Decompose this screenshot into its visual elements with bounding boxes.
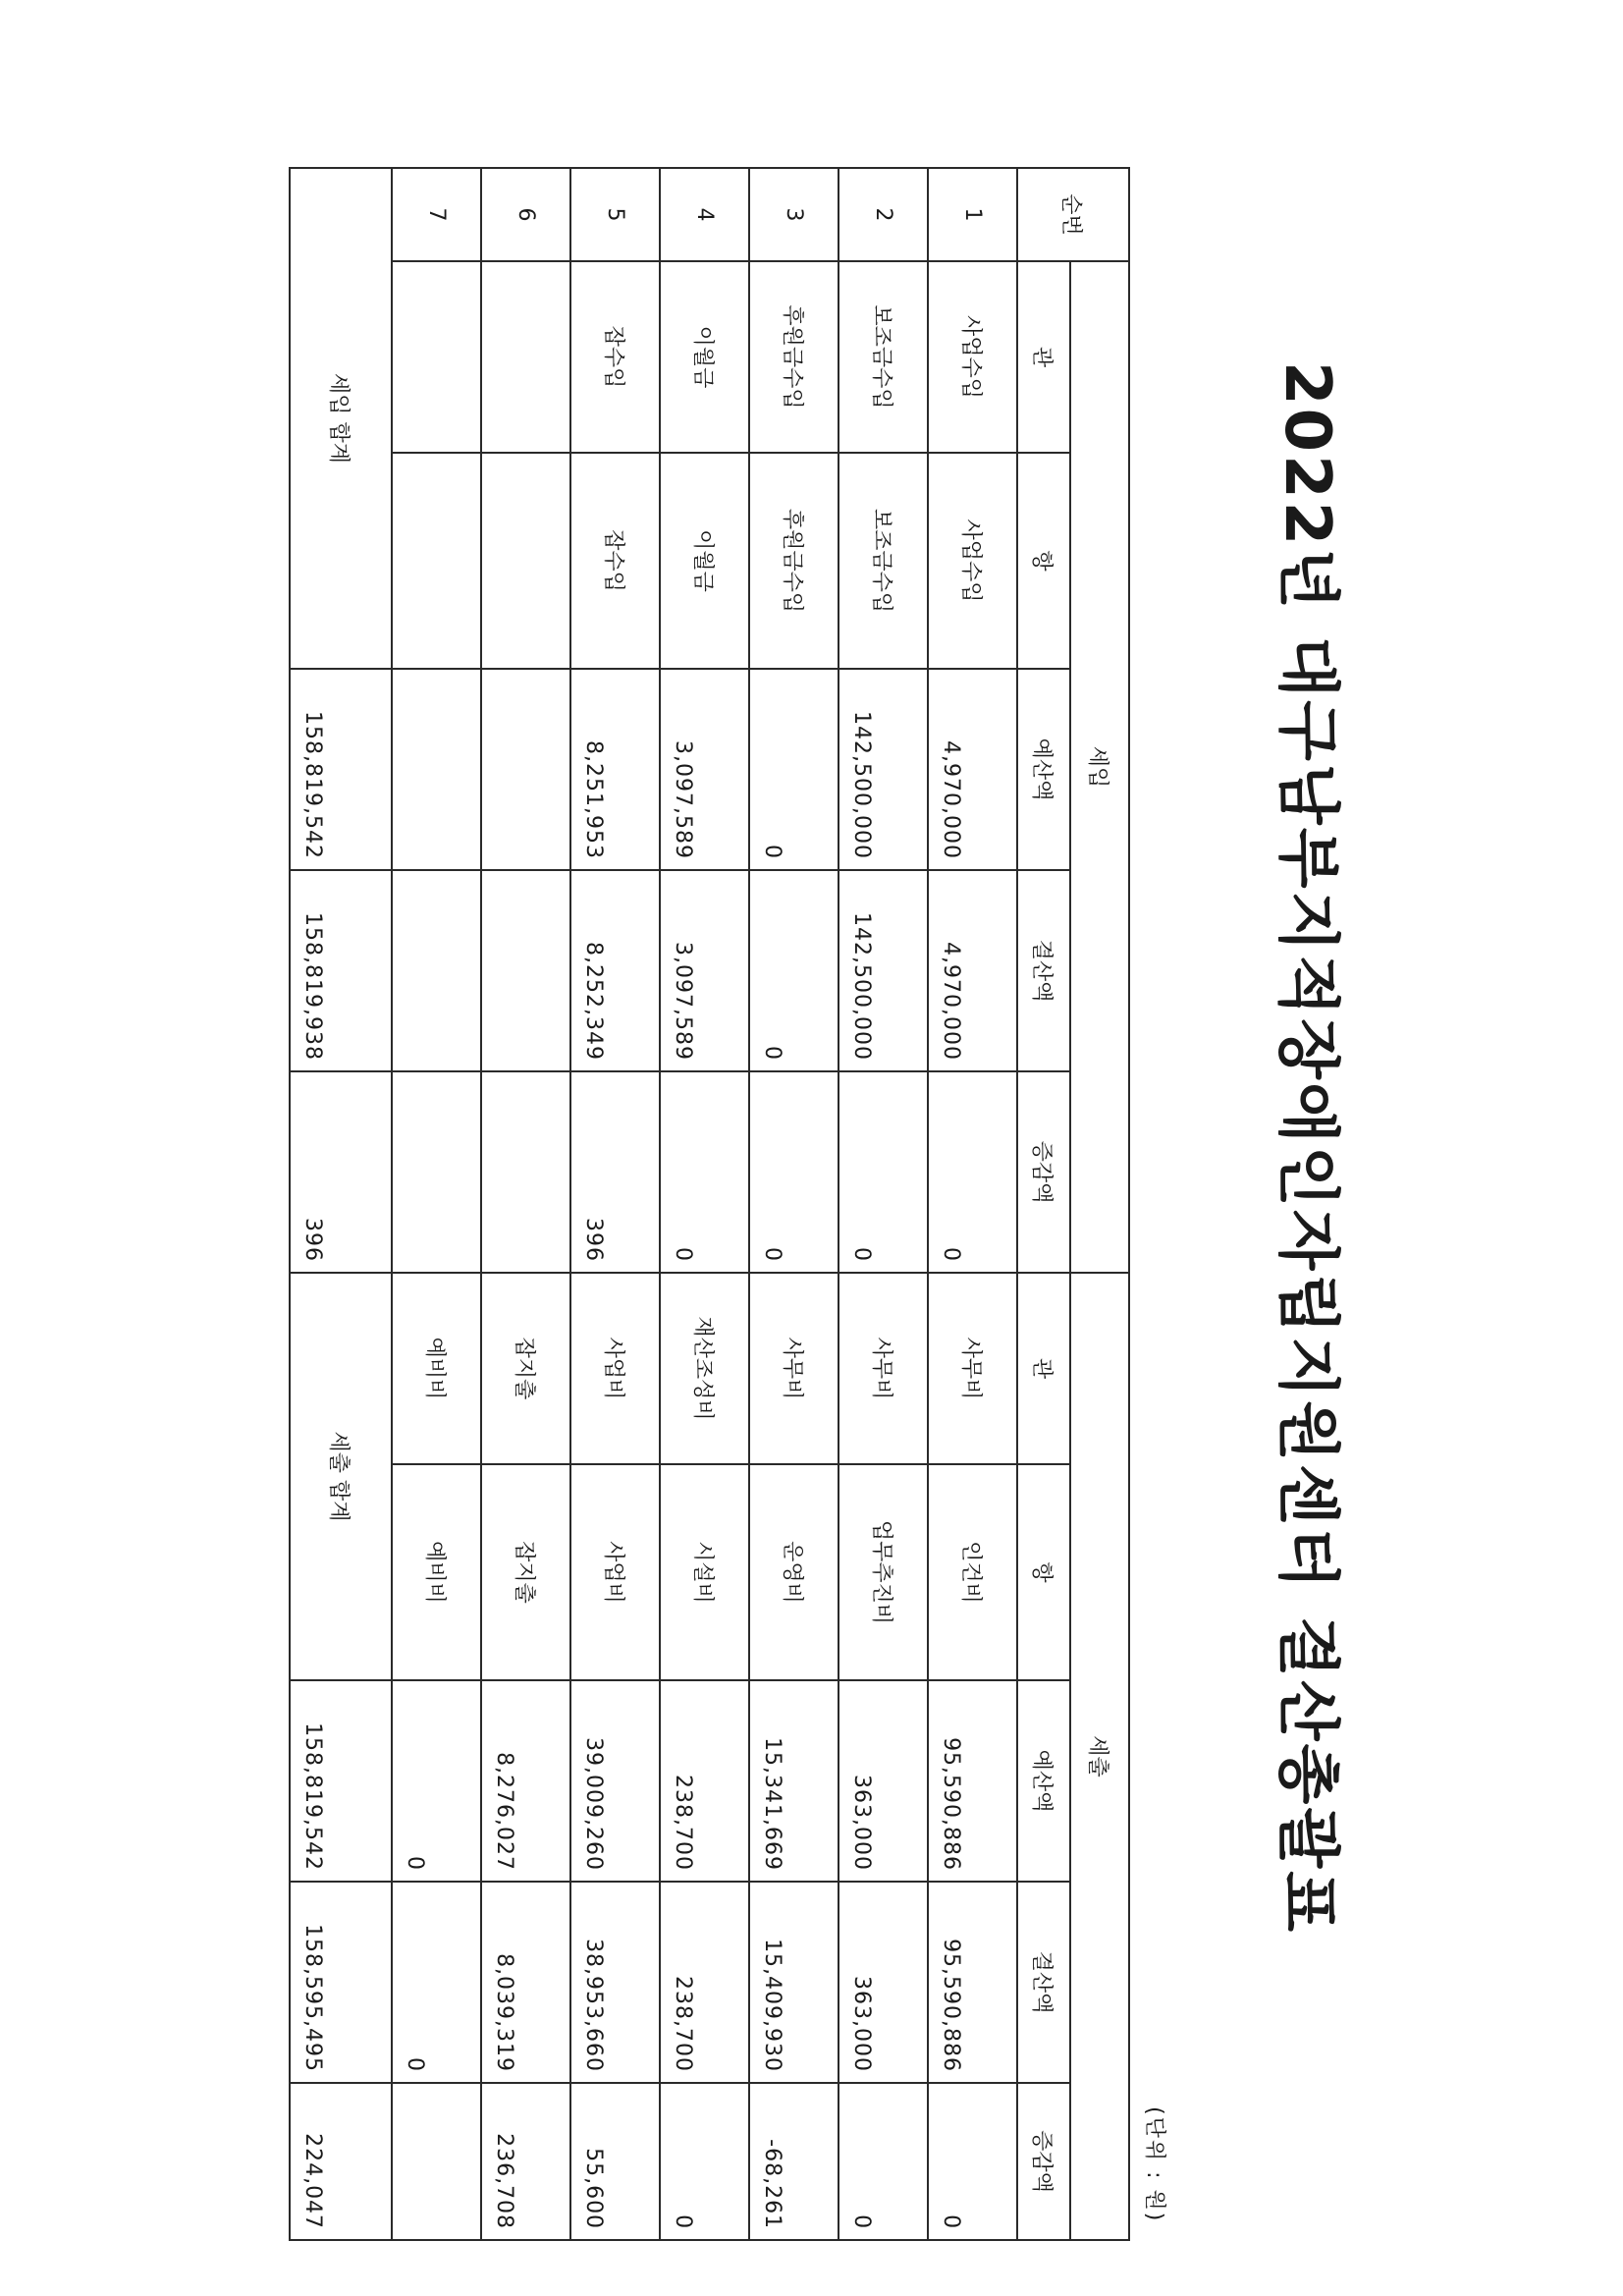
header-expense-kwan: 관 bbox=[1017, 1273, 1070, 1464]
table-row bbox=[481, 168, 570, 2240]
cell-expense-hang: 예비비 bbox=[392, 1464, 481, 1680]
cell-income-diff: 0 bbox=[660, 1071, 749, 1273]
cell-expense-settled: 95,590,886 bbox=[928, 1882, 1017, 2083]
cell-seq: 6 bbox=[481, 168, 570, 261]
cell-income-diff: 0 bbox=[749, 1071, 839, 1273]
cell-income-hang: 이월금 bbox=[660, 453, 749, 669]
header-expense-hang: 항 bbox=[1017, 1464, 1070, 1680]
cell-seq: 1 bbox=[928, 168, 1017, 261]
cell-expense-budget: 95,590,886 bbox=[928, 1680, 1017, 1882]
cell-expense-kwan: 사업비 bbox=[570, 1273, 660, 1464]
income-total-label: 세입 합계 bbox=[290, 168, 392, 669]
expense-total-settled: 158,595,495 bbox=[290, 1882, 392, 2083]
cell-expense-settled: 238,700 bbox=[660, 1882, 749, 2083]
cell-expense-diff: 0 bbox=[928, 2083, 1017, 2240]
cell-expense-budget: 39,009,260 bbox=[570, 1680, 660, 1882]
cell-expense-hang: 시설비 bbox=[660, 1464, 749, 1680]
header-income: 세입 bbox=[1070, 261, 1129, 1273]
cell-expense-settled: 0 bbox=[392, 1882, 481, 2083]
cell-expense-budget: 15,341,669 bbox=[749, 1680, 839, 1882]
header-income-diff: 증감액 bbox=[1017, 1071, 1070, 1273]
cell-expense-kwan: 예비비 bbox=[392, 1273, 481, 1464]
cell-expense-settled: 363,000 bbox=[839, 1882, 928, 2083]
cell-expense-diff: -68,261 bbox=[749, 2083, 839, 2240]
cell-expense-settled: 15,409,930 bbox=[749, 1882, 839, 2083]
cell-income-settled: 8,252,349 bbox=[570, 870, 660, 1071]
cell-income-diff bbox=[481, 1071, 570, 1273]
header-income-budget: 예산액 bbox=[1017, 669, 1070, 870]
cell-income-settled: 4,970,000 bbox=[928, 870, 1017, 1071]
cell-income-kwan: 잡수입 bbox=[570, 261, 660, 453]
cell-income-settled bbox=[481, 870, 570, 1071]
cell-expense-kwan: 재산조성비 bbox=[660, 1273, 749, 1464]
header-expense: 세출 bbox=[1070, 1273, 1129, 2240]
cell-expense-budget: 238,700 bbox=[660, 1680, 749, 1882]
unit-note: (단위 : 원) bbox=[1142, 2106, 1166, 2223]
cell-income-kwan bbox=[392, 261, 481, 453]
table-row bbox=[928, 168, 1017, 2240]
expense-total-diff: 224,047 bbox=[290, 2083, 392, 2240]
cell-income-hang: 잡수입 bbox=[570, 453, 660, 669]
expense-total-budget: 158,819,542 bbox=[290, 1680, 392, 1882]
header-income-kwan: 관 bbox=[1017, 261, 1070, 453]
cell-seq: 2 bbox=[839, 168, 928, 261]
cell-income-kwan: 후원금수입 bbox=[749, 261, 839, 453]
cell-income-settled: 3,097,589 bbox=[660, 870, 749, 1071]
cell-income-budget: 0 bbox=[749, 669, 839, 870]
cell-expense-hang: 운영비 bbox=[749, 1464, 839, 1680]
cell-expense-budget: 8,276,027 bbox=[481, 1680, 570, 1882]
table-row bbox=[749, 168, 839, 2240]
cell-income-budget bbox=[392, 669, 481, 870]
cell-income-budget: 8,251,953 bbox=[570, 669, 660, 870]
cell-expense-kwan: 잡지출 bbox=[481, 1273, 570, 1464]
cell-seq: 3 bbox=[749, 168, 839, 261]
table-row bbox=[392, 168, 481, 2240]
cell-income-kwan: 보조금수입 bbox=[839, 261, 928, 453]
cell-income-budget: 3,097,589 bbox=[660, 669, 749, 870]
cell-income-budget: 4,970,000 bbox=[928, 669, 1017, 870]
cell-expense-hang: 사업비 bbox=[570, 1464, 660, 1680]
header-income-hang: 항 bbox=[1017, 453, 1070, 669]
cell-income-diff: 0 bbox=[839, 1071, 928, 1273]
cell-income-kwan bbox=[481, 261, 570, 453]
cell-seq: 5 bbox=[570, 168, 660, 261]
cell-expense-diff: 236,708 bbox=[481, 2083, 570, 2240]
cell-income-budget: 142,500,000 bbox=[839, 669, 928, 870]
cell-income-settled: 0 bbox=[749, 870, 839, 1071]
income-total-settled: 158,819,938 bbox=[290, 870, 392, 1071]
cell-expense-diff: 55,600 bbox=[570, 2083, 660, 2240]
cell-expense-settled: 38,953,660 bbox=[570, 1882, 660, 2083]
cell-expense-kwan: 사무비 bbox=[749, 1273, 839, 1464]
cell-seq: 4 bbox=[660, 168, 749, 261]
cell-expense-budget: 363,000 bbox=[839, 1680, 928, 1882]
table-row bbox=[839, 168, 928, 2240]
cell-income-settled: 142,500,000 bbox=[839, 870, 928, 1071]
cell-income-budget bbox=[481, 669, 570, 870]
cell-expense-budget: 0 bbox=[392, 1680, 481, 1882]
cell-seq: 7 bbox=[392, 168, 481, 261]
cell-income-hang: 사업수입 bbox=[928, 453, 1017, 669]
expense-total-label: 세출 합계 bbox=[290, 1273, 392, 1680]
cell-income-hang bbox=[481, 453, 570, 669]
settlement-summary-table bbox=[289, 167, 1130, 2241]
cell-expense-hang: 인건비 bbox=[928, 1464, 1017, 1680]
cell-income-kwan: 사업수입 bbox=[928, 261, 1017, 453]
cell-expense-hang: 잡지출 bbox=[481, 1464, 570, 1680]
header-expense-diff: 증감액 bbox=[1017, 2083, 1070, 2240]
cell-income-diff bbox=[392, 1071, 481, 1273]
totals-row bbox=[290, 168, 392, 2240]
cell-income-diff: 0 bbox=[928, 1071, 1017, 1273]
cell-expense-kwan: 사무비 bbox=[928, 1273, 1017, 1464]
cell-income-hang: 후원금수입 bbox=[749, 453, 839, 669]
header-seq: 순번 bbox=[1017, 168, 1129, 261]
cell-expense-diff bbox=[392, 2083, 481, 2240]
cell-income-diff: 396 bbox=[570, 1071, 660, 1273]
cell-income-hang bbox=[392, 453, 481, 669]
cell-income-hang: 보조금수입 bbox=[839, 453, 928, 669]
header-expense-settled: 결산액 bbox=[1017, 1882, 1070, 2083]
cell-expense-hang: 업무추진비 bbox=[839, 1464, 928, 1680]
cell-expense-diff: 0 bbox=[660, 2083, 749, 2240]
income-total-diff: 396 bbox=[290, 1071, 392, 1273]
cell-income-kwan: 이월금 bbox=[660, 261, 749, 453]
cell-expense-diff: 0 bbox=[839, 2083, 928, 2240]
document-title: 2022년 대구남부지적장애인자립지원센터 결산총괄표 bbox=[1271, 361, 1343, 1935]
cell-expense-kwan: 사무비 bbox=[839, 1273, 928, 1464]
header-income-settled: 결산액 bbox=[1017, 870, 1070, 1071]
cell-expense-settled: 8,039,319 bbox=[481, 1882, 570, 2083]
table-row bbox=[570, 168, 660, 2240]
table-row bbox=[660, 168, 749, 2240]
cell-income-settled bbox=[392, 870, 481, 1071]
income-total-budget: 158,819,542 bbox=[290, 669, 392, 870]
header-expense-budget: 예산액 bbox=[1017, 1680, 1070, 1882]
